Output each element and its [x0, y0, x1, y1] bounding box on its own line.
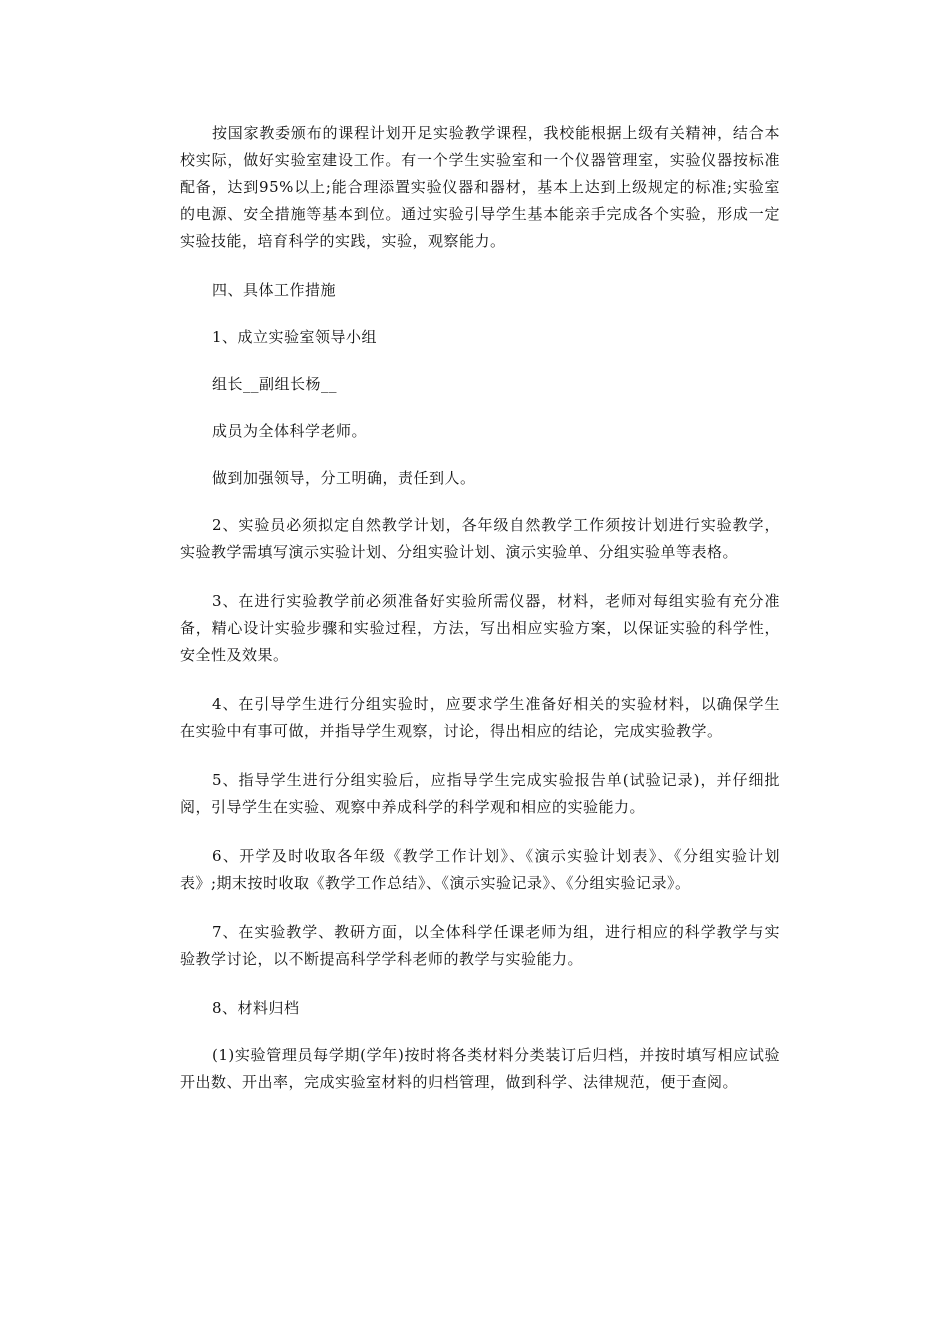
paragraph-item-3: 3、在进行实验教学前必须准备好实验所需仪器，材料，老师对每组实验有充分准备，精心设计实验步骤和实验过程，方法，写出相应实验方案，以保证实验的科学性，安全性及效果。 [180, 592, 780, 664]
paragraph-item-2: 2、实验员必须拟定自然教学计划，各年级自然教学工作须按计划进行实验教学，实验教学需填写演示实验计划、分组实验计划、演示实验单、分组实验单等表格。 [180, 516, 780, 561]
document-body [180, 120, 780, 1118]
paragraph-group-leaders: 组长__副组长杨__ [212, 375, 338, 393]
paragraph-item-6: 6、开学及时收取各年级《教学工作计划》、《演示实验计划表》、《分组实验计划表》;期末按时收取《教学工作总结》、《演示实验记录》、《分组实验记录》。 [180, 847, 780, 892]
paragraph-lab-overview: 按国家教委颁布的课程计划开足实验教学课程，我校能根据上级有关精神，结合本校实际，做好实验室建设工作。有一个学生实验室和一个仪器管理室，实验仪器按标准配备，达到95%以上;能合理添置实验仪器和器材，基本上达到上级规定的标准;实验室的电源、安全措施等基本到位。通过实验引导学生基本能亲手完成各个实验，形成一定实验技能，培育科学的实践，实验，观察能力。 [180, 124, 780, 250]
paragraph-item-8: 8、材料归档 [212, 999, 300, 1017]
paragraph-item-8-1: (1)实验管理员每学期(学年)按时将各类材料分类装订后归档，并按时填写相应试验开出数、开出率，完成实验室材料的归档管理，做到科学、法律规范，便于查阅。 [180, 1046, 780, 1091]
paragraph-item-5: 5、指导学生进行分组实验后，应指导学生完成实验报告单(试验记录)，并仔细批阅，引导学生在实验、观察中养成科学的科学观和相应的实验能力。 [180, 771, 780, 816]
paragraph-item-1: 1、成立实验室领导小组 [212, 328, 378, 346]
section-heading-measures: 四、具体工作措施 [212, 281, 337, 299]
paragraph-item-7: 7、在实验教学、教研方面，以全体科学任课老师为组，进行相应的科学教学与实验教学讨论，以不断提高科学学科老师的教学与实验能力。 [180, 923, 780, 968]
paragraph-group-members: 成员为全体科学老师。 [212, 422, 368, 440]
paragraph-leadership: 做到加强领导，分工明确，责任到人。 [212, 469, 476, 487]
paragraph-item-4: 4、在引导学生进行分组实验时，应要求学生准备好相关的实验材料，以确保学生在实验中有事可做，并指导学生观察，讨论，得出相应的结论，完成实验教学。 [180, 695, 780, 740]
